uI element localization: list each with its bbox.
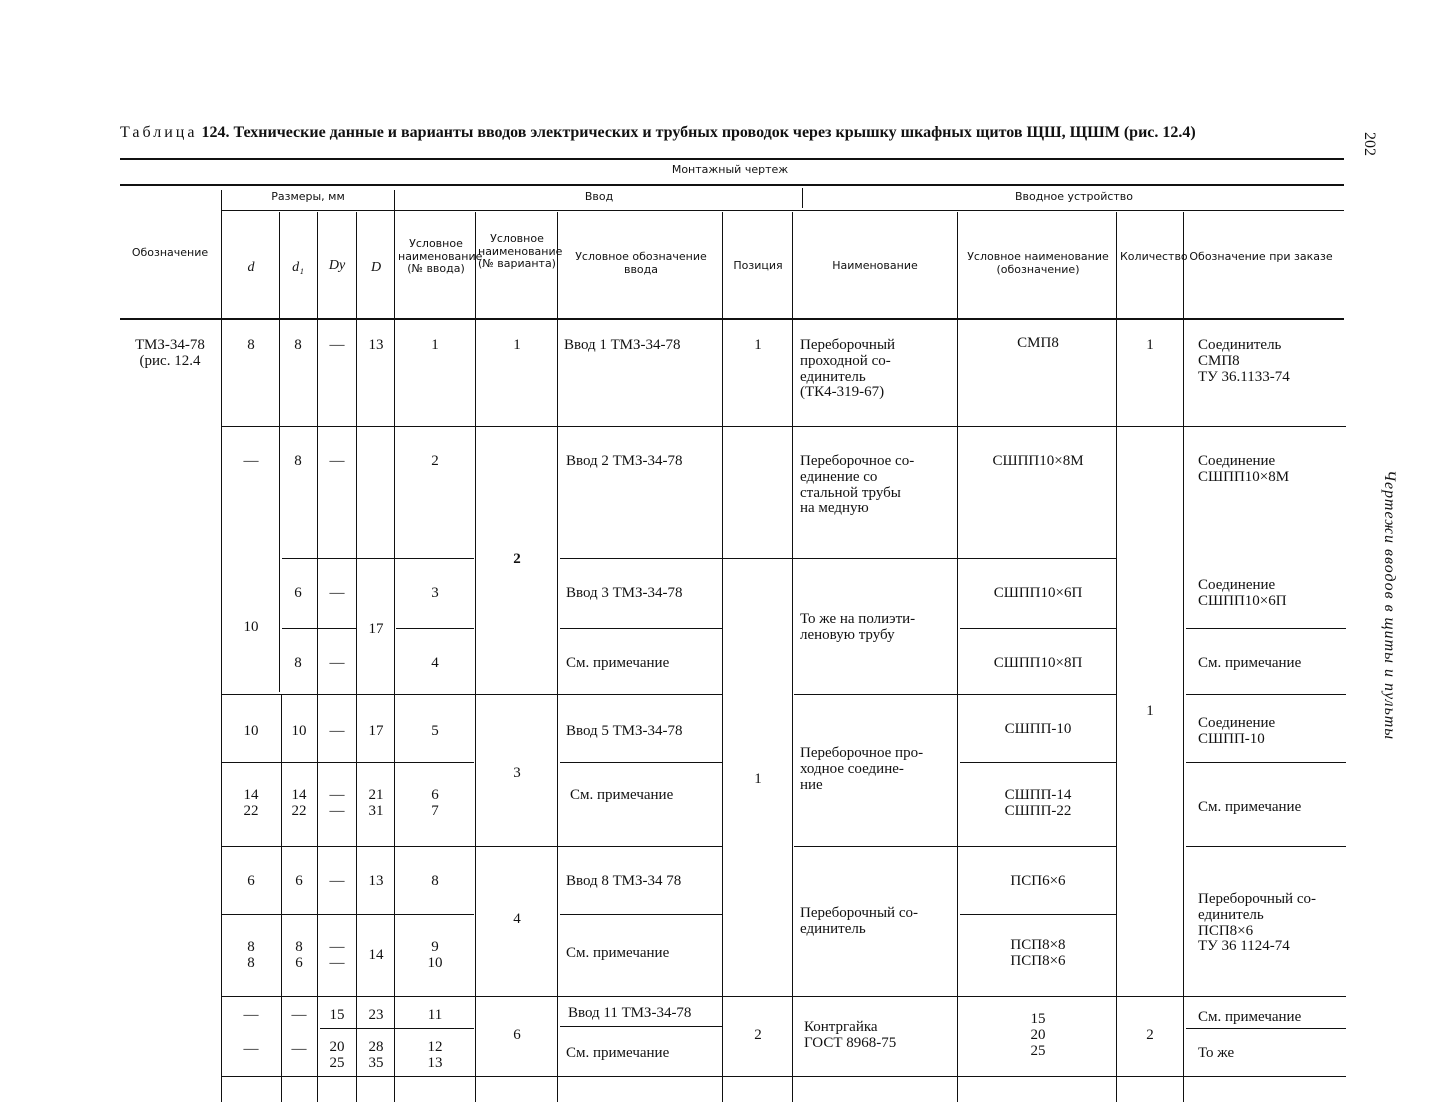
r1-n: 1 [431,337,439,353]
header-pozicia: Позиция [733,259,783,272]
rule-row3-a [282,628,356,629]
header-dy: Dу [328,258,346,273]
r3-dy: — [329,585,345,601]
r6-dy: — — [329,787,345,819]
qty-2: 2 [1146,1027,1154,1043]
r5-vvod: Ввод 5 ТМЗ-34-78 [566,723,683,739]
r8-d1: 6 [295,873,303,889]
r1-vvod: Ввод 1 ТМЗ-34-78 [564,337,681,353]
header-montazh: Монтажный чертеж [671,163,789,176]
r1-d: 8 [247,337,255,353]
rule-header-bottom [120,318,1344,320]
r12-vvod: См. примечание [566,1045,670,1061]
table-caption [120,124,1342,142]
vline-2b [281,694,282,1102]
r6-d1: 14 22 [291,787,307,819]
rule-row1 [222,426,1346,427]
r11-n: 11 [427,1007,443,1023]
r1-pos: 1 [754,337,762,353]
r11-d1: — [291,1007,307,1023]
header-uslovn-naim: Условное наименование (обозначение) [967,250,1109,276]
rule-row8 [222,996,1346,997]
r5-d: 10 [243,723,259,739]
r12-D: 28 35 [368,1039,384,1071]
caption-prefix: Таблица [120,124,198,141]
var-3: 3 [513,765,521,781]
vline-9 [792,212,793,1102]
header-razmery: Размеры, мм [271,190,345,203]
rule-top [120,158,1344,160]
header-uslovn-oboz: Условное обозначение ввода [575,250,707,276]
rule-row9-a [320,1028,474,1029]
r11-order: См. примечание [1198,1009,1302,1025]
vline-7 [557,212,558,1102]
pos-1-mid: 1 [754,771,762,787]
caption-text: 124. Технические данные и варианты вводов электрических и трубных проводок через крышку шкафных щитов ЩШ, ЩШМ (рис. 12.4) [201,124,1196,141]
r1-order: Соединитель СМП8 ТУ 36.1133-74 [1198,337,1290,385]
header-naimenovanie: Наименование [832,259,918,272]
vline-10 [957,212,958,1102]
vline-2a [279,212,280,692]
r4-vvod: См. примечание [566,655,670,671]
r3-code: СШПП10×6П [993,585,1083,601]
page-number: 202 [1361,132,1378,156]
r5-D: 17 [368,723,384,739]
r11-dy: 15 [329,1007,345,1023]
var-2: 2 [513,551,521,567]
r2-code: СШПП10×8М [992,453,1084,469]
running-title: Чертежи вводов в щиты и пульты [1381,470,1398,741]
r5-n: 5 [431,723,439,739]
r3-d1: 6 [294,585,302,601]
var-4: 4 [513,911,521,927]
vline-4 [356,212,357,1102]
r6-code: СШПП-14 СШПП-22 [1004,787,1072,819]
r6-D: 21 31 [368,787,384,819]
header-nomer-vvoda: Условное наименование (№ ввода) [398,237,483,276]
r12-d1: — [291,1041,307,1057]
r1-code: СМП8 [1017,335,1059,351]
r2-d1: 8 [294,453,302,469]
r5-name: Переборочное про- ходное соедине- ние [800,745,924,793]
rule-row5-b [560,762,722,763]
vline-ustroistvo-sep [802,188,803,208]
r1-D: 13 [368,337,384,353]
r3-order: Соединение СШПП10×6П [1198,577,1287,609]
rule-header-mid [222,210,1344,211]
rule-row6-a [222,846,722,847]
r8-D: 13 [368,873,384,889]
r4-order: См. примечание [1198,655,1302,671]
name-kontrgaika: Контргайка ГОСТ 8968-75 [804,1019,897,1051]
r8-n: 8 [431,873,439,889]
rule-bottom [222,1076,1346,1077]
rule-row9-c [1186,1028,1346,1029]
r4-n: 4 [431,655,439,671]
rule-below-montazh [120,184,1344,186]
r5-order: Соединение СШПП-10 [1198,715,1276,747]
r1-qty: 1 [1146,337,1154,353]
r11-D: 23 [368,1007,384,1023]
pos-2: 2 [754,1027,762,1043]
rule-row6-b [794,846,1116,847]
vline-5 [394,190,395,1102]
var-6: 6 [513,1027,521,1043]
rule-row6-c [1186,846,1346,847]
rule-row4-a [222,694,722,695]
rule-row9-b [560,1026,722,1027]
r5-dy: — [329,723,345,739]
rule-row2-a [282,558,474,559]
rule-row3-b [396,628,474,629]
r2-order: Соединение СШПП10×8М [1198,453,1290,485]
vline-11 [1116,212,1117,1102]
r9-dy: — — [329,939,345,971]
header-ustroistvo: Вводное устройство [1014,190,1134,203]
rule-row7-b [560,914,722,915]
rule-row4-c [1186,694,1346,695]
r11-vvod: Ввод 11 ТМЗ-34-78 [568,1005,692,1021]
r12-order: То же [1198,1045,1235,1061]
r5-code: СШПП-10 [1004,721,1072,737]
rule-row2-b [560,558,1116,559]
r3-name: То же на полиэти- леновую трубу [800,611,916,643]
r2-dy: — [329,453,345,469]
header-oboz-zakaz: Обозначение при заказе [1189,250,1333,263]
r12-dy: 20 25 [329,1039,345,1071]
r9-n: 9 10 [427,939,443,971]
vline-12 [1183,212,1184,1102]
rule-row3-e [1186,628,1346,629]
r1-d1: 8 [294,337,302,353]
header-vvod: Ввод [584,190,614,203]
r11-d: — [243,1007,259,1023]
r6-order: См. примечание [1198,799,1302,815]
r8-order: Переборочный со- единитель ПСП8×6 ТУ 36 1124-74 [1198,891,1316,955]
rule-row3-c [560,628,722,629]
rule-row7-a [222,914,474,915]
r9-code: ПСП8×8 ПСП8×6 [1010,937,1066,969]
rule-row5-c [960,762,1116,763]
r4-code: СШПП10×8П [993,655,1083,671]
rule-row3-d [960,628,1116,629]
r8-name: Переборочный со- единитель [800,905,918,937]
r6-vvod: См. примечание [570,787,674,803]
r1-var: 1 [513,337,521,353]
r2-d: — [243,453,259,469]
r8-dy: — [329,873,345,889]
r2-n: 2 [431,453,439,469]
r8-vvod: Ввод 8 ТМЗ-34 78 [566,873,682,889]
r8-code: ПСП6×6 [1010,873,1066,889]
vline-1 [221,190,222,1102]
r4-dy: — [329,655,345,671]
r1-name: Переборочный проходной со- единитель (ТК4-319-67) [800,337,896,401]
r5-d1: 10 [291,723,307,739]
vline-8 [722,212,723,1102]
r12-d: — [243,1041,259,1057]
r1-dy: — [329,337,345,353]
r12-n: 12 13 [427,1039,443,1071]
rule-row5-a [222,762,474,763]
cell-d-10: 10 [243,619,259,635]
header-d: d [247,260,255,275]
rule-row5-d [1186,762,1346,763]
r4-d1: 8 [294,655,302,671]
cell-D-17: 17 [368,621,384,637]
r9-D: 14 [368,947,384,963]
r3-n: 3 [431,585,439,601]
code-kontrgaika: 15 20 25 [1030,1011,1046,1059]
header-nomer-varianta: Условное наименование (№ варианта) [478,232,563,271]
header-D: D [370,260,382,275]
rule-row7-c [960,914,1116,915]
qty-1-mid: 1 [1146,703,1154,719]
r9-vvod: См. примечание [566,945,670,961]
r8-d: 6 [247,873,255,889]
r9-d1: 8 6 [295,939,303,971]
r9-d: 8 8 [247,939,255,971]
header-oboznachenie: Обозначение [131,246,209,259]
r2-vvod: Ввод 2 ТМЗ-34-78 [566,453,683,469]
r2-name: Переборочное со- единение со стальной трубы на медную [800,453,915,517]
rule-row4-b [794,694,1116,695]
r6-d: 14 22 [243,787,259,819]
r3-vvod: Ввод 3 ТМЗ-34-78 [566,585,683,601]
vline-6 [475,212,476,1102]
cell-designation: ТМЗ-34-78 (рис. 12.4 [135,337,205,369]
header-kolichestvo: Количество [1120,250,1188,263]
header-d1: d₁ [292,260,304,275]
r6-n: 6 7 [431,787,439,819]
